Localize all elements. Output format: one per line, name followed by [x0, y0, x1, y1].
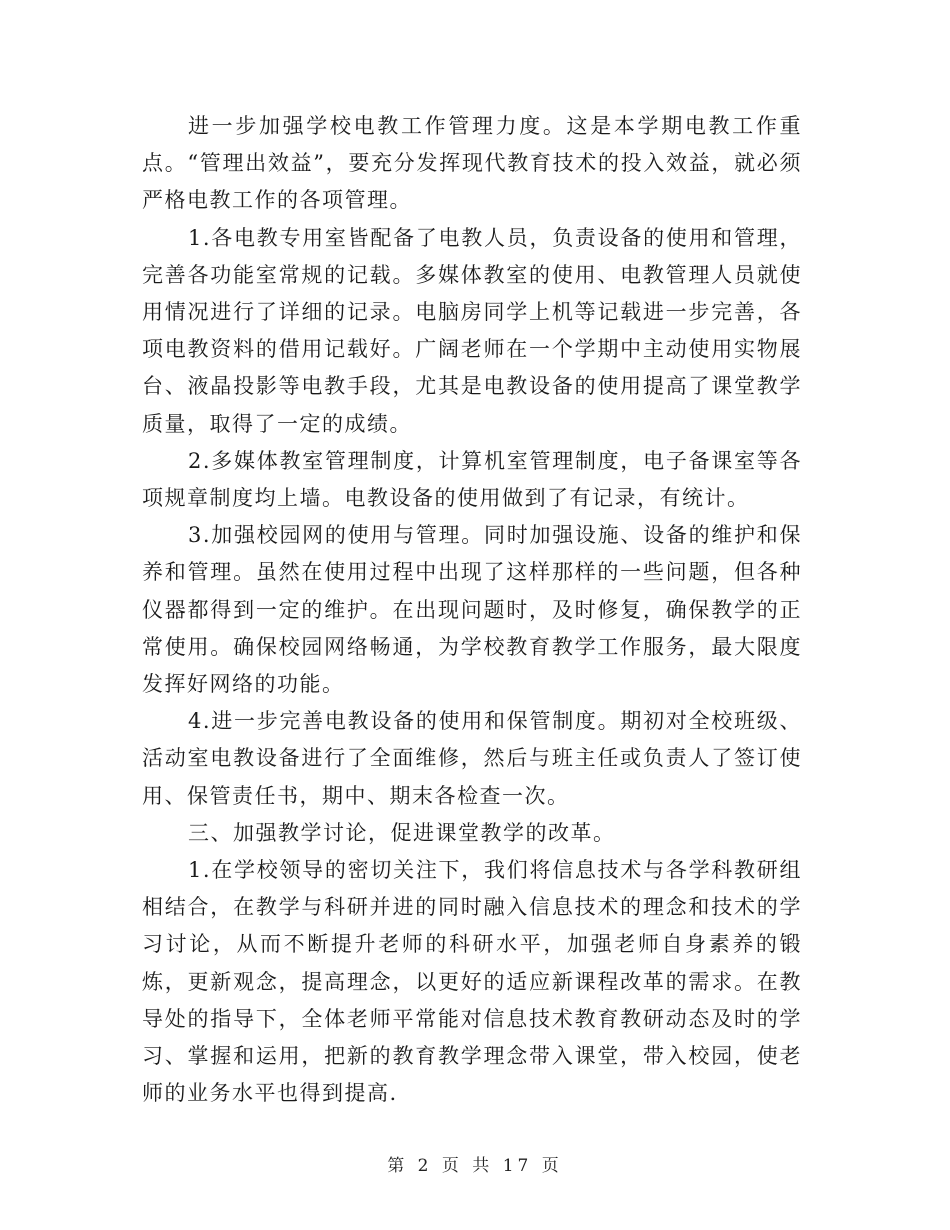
paragraph-item-3: 3.加强校园网的使用与管理。同时加强设施、设备的维护和保养和管理。虽然在使用过程中出现了这样那样的一些问题，但各种仪器都得到一定的维护。在出现问题时，及时修复，确保教学的正常使用。确保校园网络畅通，为学校教育教学工作服务，最大限度发挥好网络的功能。 [142, 523, 802, 697]
page-number-footer: 第 2 页 共 17 页 [387, 1156, 563, 1176]
section-heading-three: 三、加强教学讨论，促进课堂教学的改革。 [188, 820, 616, 845]
paragraph-item-4: 4.进一步完善电教设备的使用和保管制度。期初对全校班级、活动室电教设备进行了全面维修，然后与班主任或负责人了签订使用、保管责任书，期中、期末各检查一次。 [142, 709, 802, 808]
paragraph-section-three-item-1: 1.在学校领导的密切关注下，我们将信息技术与各学科教研组相结合，在教学与科研并进的同时融入信息技术的理念和技术的学习讨论，从而不断提升老师的科研水平，加强老师自身素养的锻炼，更新观念，提高理念，以更好的适应新课程改革的需求。在教导处的指导下，全体老师平常能对信息技术教育教研动态及时的学习、掌握和运用，把新的教育教学理念带入课堂，带入校园，使老师的业务水平也得到提高. [142, 858, 802, 1106]
document-body [142, 108, 802, 1112]
paragraph-item-2: 2.多媒体教室管理制度，计算机室管理制度，电子备课室等各项规章制度均上墙。电教设备的使用做到了有记录，有统计。 [142, 448, 802, 511]
paragraph-item-1: 1.各电教专用室皆配备了电教人员，负责设备的使用和管理，完善各功能室常规的记载。多媒体教室的使用、电教管理人员就使用情况进行了详细的记录。电脑房同学上机等记载进一步完善，各项电教资料的借用记载好。广阔老师在一个学期中主动使用实物展台、液晶投影等电教手段，尤其是电教设备的使用提高了课堂教学质量，取得了一定的成绩。 [142, 225, 802, 436]
paragraph-management-intro: 进一步加强学校电教工作管理力度。这是本学期电教工作重点。“管理出效益”，要充分发挥现代教育技术的投入效益，就必须严格电教工作的各项管理。 [142, 114, 802, 213]
